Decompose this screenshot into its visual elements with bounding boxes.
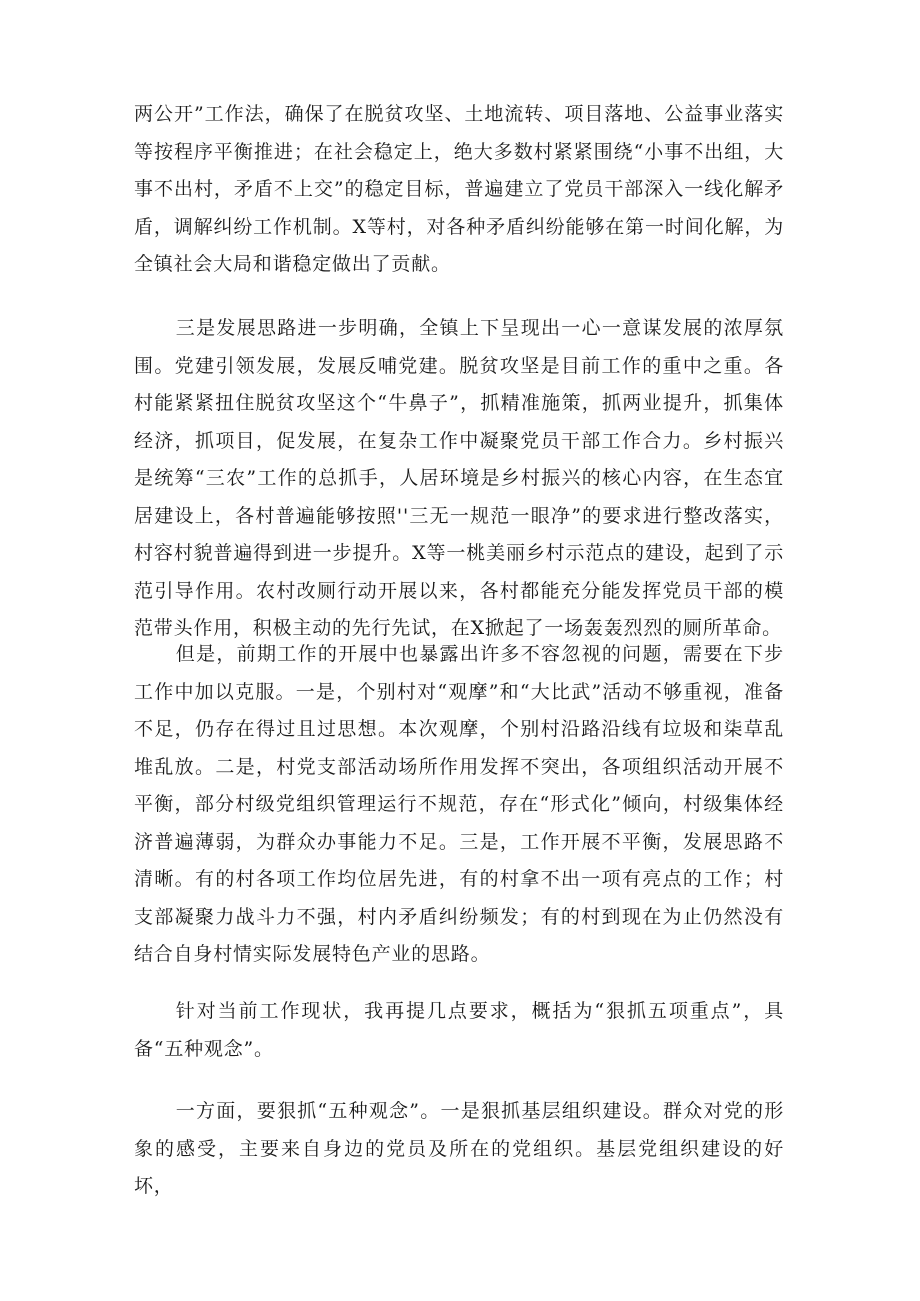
paragraph-3: 但是，前期工作的开展中也暴露出许多不容忽视的问题，需要在下步工作中加以克服。一是，个别村对“观摩”和“大比武”活动不够重视，准备不足，仍存在得过且过思想。本次观摩，个别村沿路沿线有垃圾和柒草乱堆乱放。二是，村党支部活动场所作用发挥不突出，各项组织活动开展不平衡，部分村级党组织管理运行不规范，存在“形式化”倾向，村级集体经济普遍薄弱，为群众办事能力不足。三是，工作开展不平衡，发展思路不清晰。有的村各项工作均位居先进，有的村拿不出一项有亮点的工作；村支部凝聚力战斗力不强，村内矛盾纠纷频发；有的村到现在为止仍然没有结合自身村情实际发展特色产业的思路。 [134,643,784,965]
paragraph-2: 三是发展思路进一步明确，全镇上下呈现出一心一意谋发展的浓厚氛围。党建引领发展，发展反哺党建。脱贫攻坚是目前工作的重中之重。各村能紧紧扭住脱贫攻坚这个“牛鼻子”，抓精准施策，抓两业提升，抓集体经济，抓项目，促发展，在复杂工作中凝聚党员干部工作合力。乡村振兴是统筹“三农”工作的总抓手，人居环境是乡村振兴的核心内容，在生态宜居建设上，各村普遍能够按照''三无一规范一眼净”的要求进行整改落实，村容村貌普遍得到进一步提升。X等一桃美丽乡村示范点的建设，起到了示范引导作用。农村改厕行动开展以来，各村都能充分能发挥党员干部的模范带头作用，积极主动的先行先试，在X掀起了一场轰轰烈烈的厕所革命。 [134,317,784,639]
paragraph-1: 两公开”工作法，确保了在脱贫攻坚、土地流转、项目落地、公益事业落实等按程序平衡推进；在社会稳定上，绝大多数村紧紧围绕“小事不出组，大事不出村，矛盾不上交”的稳定目标，普遍建立了党员干部深入一线化解矛盾，调解纠纷工作机制。X等村，对各种矛盾纠纷能够在第一时间化解，为全镇社会大局和谐稳定做出了贡献。 [134,103,784,275]
paragraph-4: 针对当前工作现状，我再提几点要求，概括为“狠抓五项重点”，具备“五种观念”。 [134,1000,784,1060]
paragraph-5: 一方面，要狠抓“五种观念”。一是狠抓基层组织建设。群众对党的形象的感受，主要来自身边的党员及所在的党组织。基层党组织建设的好坏， [134,1100,784,1197]
